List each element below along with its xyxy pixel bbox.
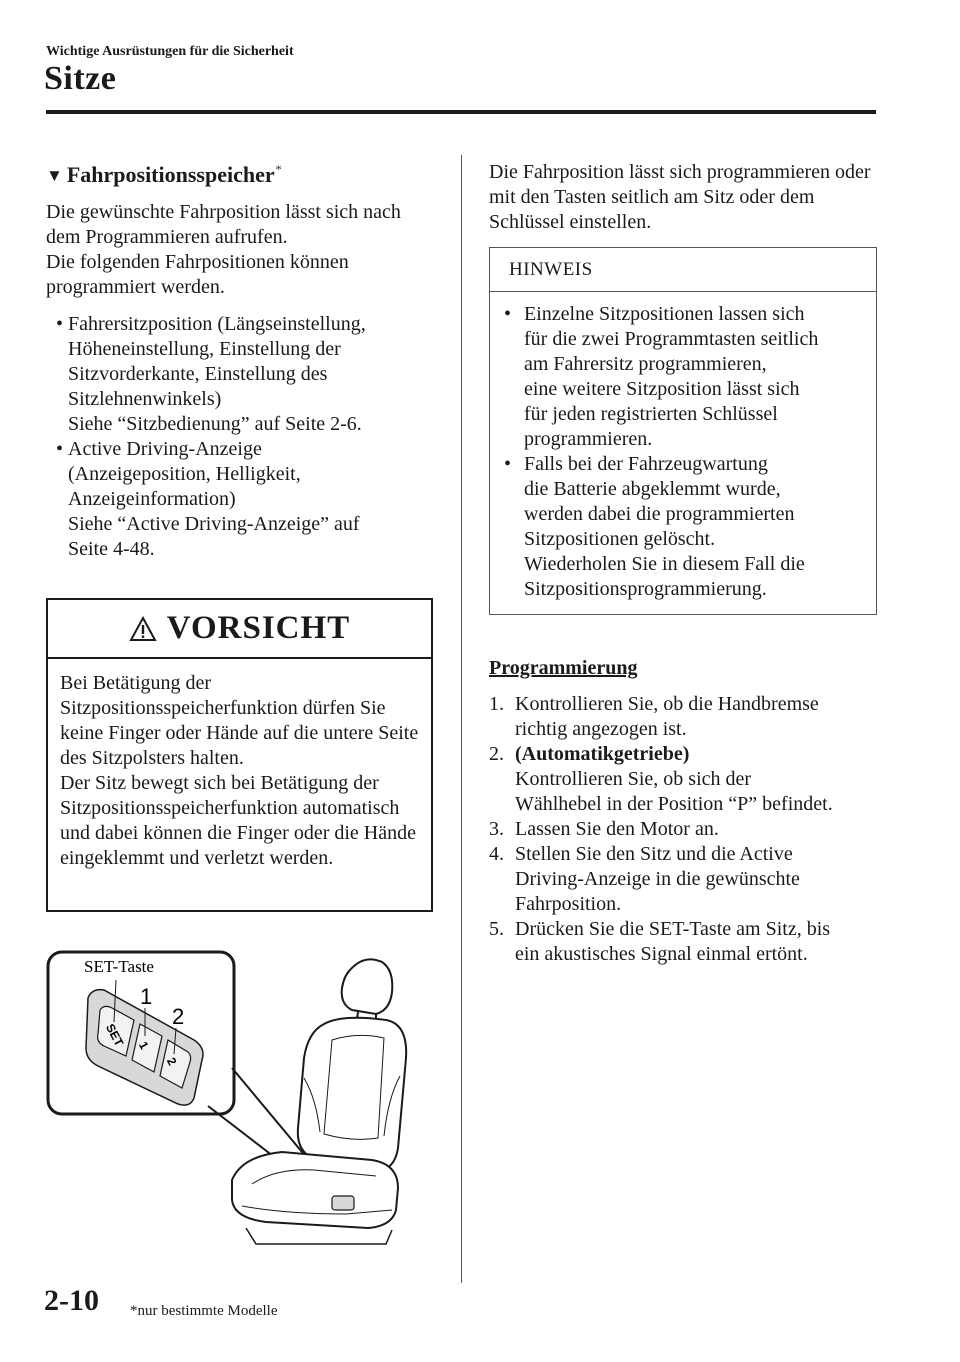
note-body <box>490 292 876 614</box>
intro-paragraph: Die Fahrposition lässt sich programmieren oder mit den Tasten seitlich am Sitz oder dem Schlüssel einstellen. <box>489 161 871 233</box>
note-title: HINWEIS <box>490 248 876 292</box>
step-text: Kontrollieren Sie, ob sich der Wählhebel in der Position “P” befindet. <box>515 768 833 815</box>
caution-title: VORSICHT <box>166 610 351 646</box>
list-item-text: Fahrersitzposition (Längseinstellung, Höheneinstellung, Einstellung der Sitzvorderkante, Einstellung des Sitzlehnenwinkels) Siehe “Sitzbedienung” auf Seite 2-6. <box>68 313 366 435</box>
column-divider <box>461 155 462 1283</box>
seat-drawing <box>46 948 436 1248</box>
step-text: Kontrollieren Sie, ob die Handbremse richtig angezogen ist. <box>515 693 819 740</box>
list-item-text: Active Driving-Anzeige (Anzeigeposition, Helligkeit, Anzeigeinformation) Siehe “Active Driving-Anzeige” auf Seite 4-48. <box>68 438 360 560</box>
caution-body <box>48 659 431 871</box>
step-item <box>489 742 881 817</box>
callout-number-1: 1 <box>140 984 153 1009</box>
section-label: Wichtige Ausrüstungen für die Sicherheit <box>46 44 294 59</box>
button-1-label: 1 <box>135 1039 152 1052</box>
bullet-dot: • <box>56 438 64 460</box>
left-column <box>46 162 438 562</box>
button-2-label: 2 <box>163 1055 180 1068</box>
step-item <box>489 842 881 917</box>
footnote: *nur bestimmte Modelle <box>130 1303 278 1319</box>
intro-paragraph: Die gewünschte Fahrposition lässt sich nach dem Programmieren aufrufen. <box>46 201 401 248</box>
set-button-label: SET <box>103 1021 127 1049</box>
intro-paragraph-2: Die folgenden Fahrpositionen können programmiert werden. <box>46 251 349 298</box>
step-item <box>489 692 881 742</box>
heading-marker: * <box>275 162 282 176</box>
callout-number-2: 2 <box>172 1004 185 1029</box>
triangle-down-icon: ▼ <box>46 166 63 185</box>
warning-icon <box>129 616 157 642</box>
page-number: 2-10 <box>44 1284 99 1317</box>
seat-illustration <box>46 948 436 1248</box>
list-item <box>504 302 866 452</box>
position-list <box>56 312 438 562</box>
step-number: 2. <box>489 743 504 765</box>
caution-box <box>46 598 433 912</box>
right-column <box>489 160 881 967</box>
step-condition: (Automatikgetriebe) <box>515 743 690 765</box>
programming-steps <box>489 692 881 967</box>
step-number: 4. <box>489 843 504 865</box>
step-item <box>489 817 881 842</box>
bullet-dot: • <box>504 303 512 325</box>
list-item-text: Falls bei der Fahrzeugwartung die Batterie abgeklemmt wurde, werden dabei die programmierten Sitzpositionen gelöscht. Wiederholen Sie in diesem Fall die Sitzpositionsprogrammierung. <box>524 453 805 600</box>
step-text: Lassen Sie den Motor an. <box>515 818 719 840</box>
section-heading <box>46 162 438 188</box>
note-box <box>489 247 877 615</box>
caution-text: Bei Betätigung der Sitzpositionsspeicherfunktion dürfen Sie keine Finger oder Hände auf die untere Seite des Sitzpolsters halten. <box>60 672 419 769</box>
heading-text: Fahrpositionsspeicher <box>66 162 275 187</box>
list-item <box>56 437 438 562</box>
caution-text: Der Sitz bewegt sich bei Betätigung der Sitzpositionsspeicherfunktion automatisch und dabei können die Finger oder die Hände eingeklemmt und verletzt werden. <box>60 772 417 869</box>
caution-header <box>48 600 431 659</box>
step-number: 3. <box>489 818 504 840</box>
step-text: Drücken Sie die SET-Taste am Sitz, bis ein akustisches Signal einmal ertönt. <box>515 918 831 965</box>
step-number: 1. <box>489 693 504 715</box>
list-item <box>504 452 866 602</box>
header-rule <box>46 110 876 114</box>
set-button-callout: SET-Taste <box>84 957 154 976</box>
list-item <box>56 312 438 437</box>
step-number: 5. <box>489 918 504 940</box>
step-text: Stellen Sie den Sitz und die Active Driving-Anzeige in die gewünschte Fahrposition. <box>515 843 800 915</box>
step-item <box>489 917 881 967</box>
programming-heading: Programmierung <box>489 657 638 679</box>
bullet-dot: • <box>56 313 64 335</box>
page-title: Sitze <box>44 60 117 97</box>
list-item-text: Einzelne Sitzpositionen lassen sich für die zwei Programmtasten seitlich am Fahrersitz programmieren, eine weitere Sitzposition lässt sich für jeden registrierten Schlüssel programmieren. <box>524 303 819 450</box>
bullet-dot: • <box>504 453 512 475</box>
